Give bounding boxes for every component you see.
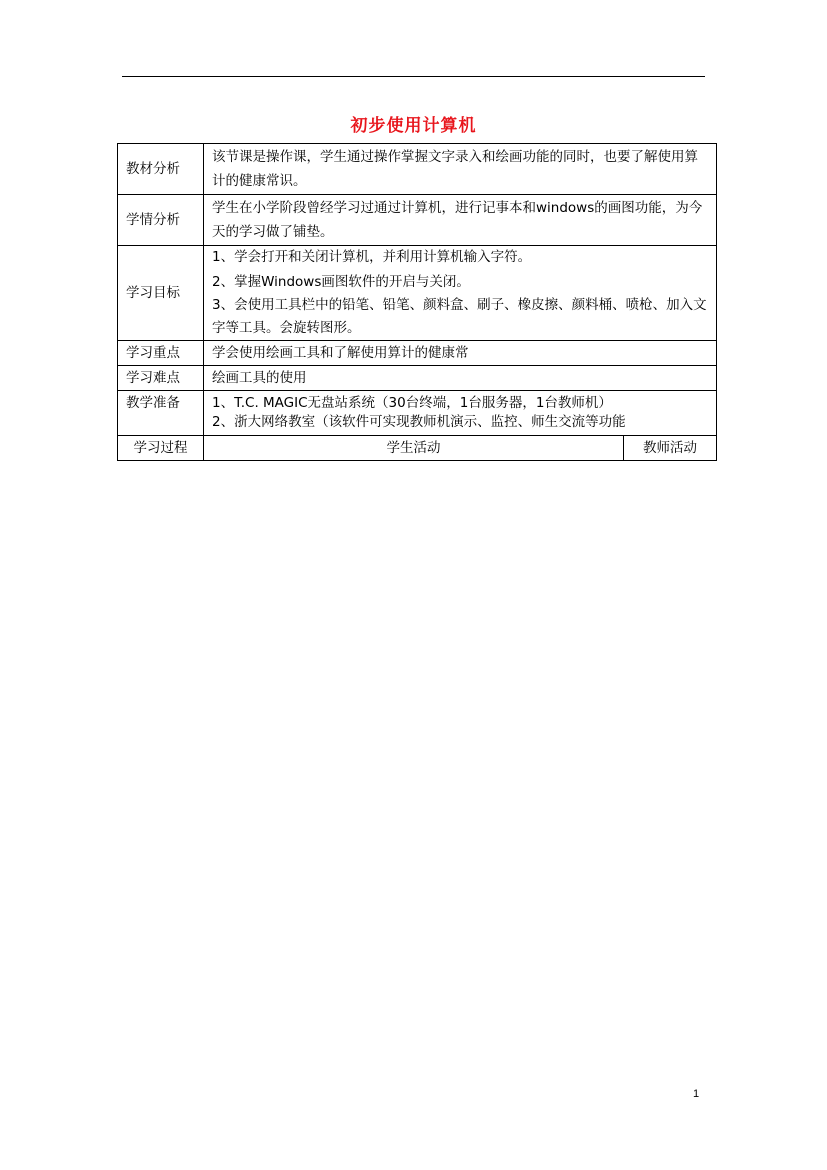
row-label-student-analysis: 学情分析	[118, 195, 204, 246]
page-number: 1	[693, 1088, 700, 1100]
table-row	[118, 366, 717, 391]
row-label-learning-goals: 学习目标	[118, 246, 204, 341]
table-row	[118, 391, 717, 436]
table-row	[118, 195, 717, 246]
row-label-material-analysis: 教材分析	[118, 144, 204, 195]
column-header-student-activity: 学生活动	[204, 436, 624, 461]
document-title: 初步使用计算机	[350, 116, 477, 136]
row-label-key-points: 学习重点	[118, 341, 204, 366]
prep-item-2: 2、浙大网络教室（该软件可实现教师机演示、监控、师生交流等功能	[212, 414, 626, 430]
goal-item-2: 2、掌握Windows画图软件的开启与关闭。	[212, 274, 470, 290]
row-content-teaching-prep	[204, 391, 717, 436]
row-content-key-points: 学会使用绘画工具和了解使用算计的健康常	[204, 341, 717, 366]
goal-item-3: 3、会使用工具栏中的铅笔、铅笔、颜料盒、刷子、橡皮擦、颜料桶、喷枪、加入文字等工具。会旋转图形。	[212, 297, 707, 336]
prep-item-1: 1、T.C. MAGIC无盘站系统（30台终端，1台服务器，1台教师机）	[212, 395, 612, 411]
row-content-difficulties: 绘画工具的使用	[204, 366, 717, 391]
table-row	[118, 436, 717, 461]
table-row	[118, 341, 717, 366]
table-row	[118, 144, 717, 195]
header-rule	[122, 76, 705, 77]
goal-item-1: 1、学会打开和关闭计算机，并利用计算机输入字符。	[212, 249, 532, 265]
row-content-material-analysis: 该节课是操作课，学生通过操作掌握文字录入和绘画功能的同时，也要了解使用算计的健康常识。	[204, 144, 717, 195]
lesson-plan-table	[117, 143, 717, 461]
row-label-teaching-prep: 教学准备	[118, 391, 204, 436]
row-content-student-analysis: 学生在小学阶段曾经学习过通过计算机，进行记事本和windows的画图功能，为今天的学习做了铺垫。	[204, 195, 717, 246]
column-header-teacher-activity: 教师活动	[624, 436, 717, 461]
table-row	[118, 246, 717, 341]
row-content-learning-goals	[204, 246, 717, 341]
row-label-difficulties: 学习难点	[118, 366, 204, 391]
row-label-learning-process: 学习过程	[118, 436, 204, 461]
